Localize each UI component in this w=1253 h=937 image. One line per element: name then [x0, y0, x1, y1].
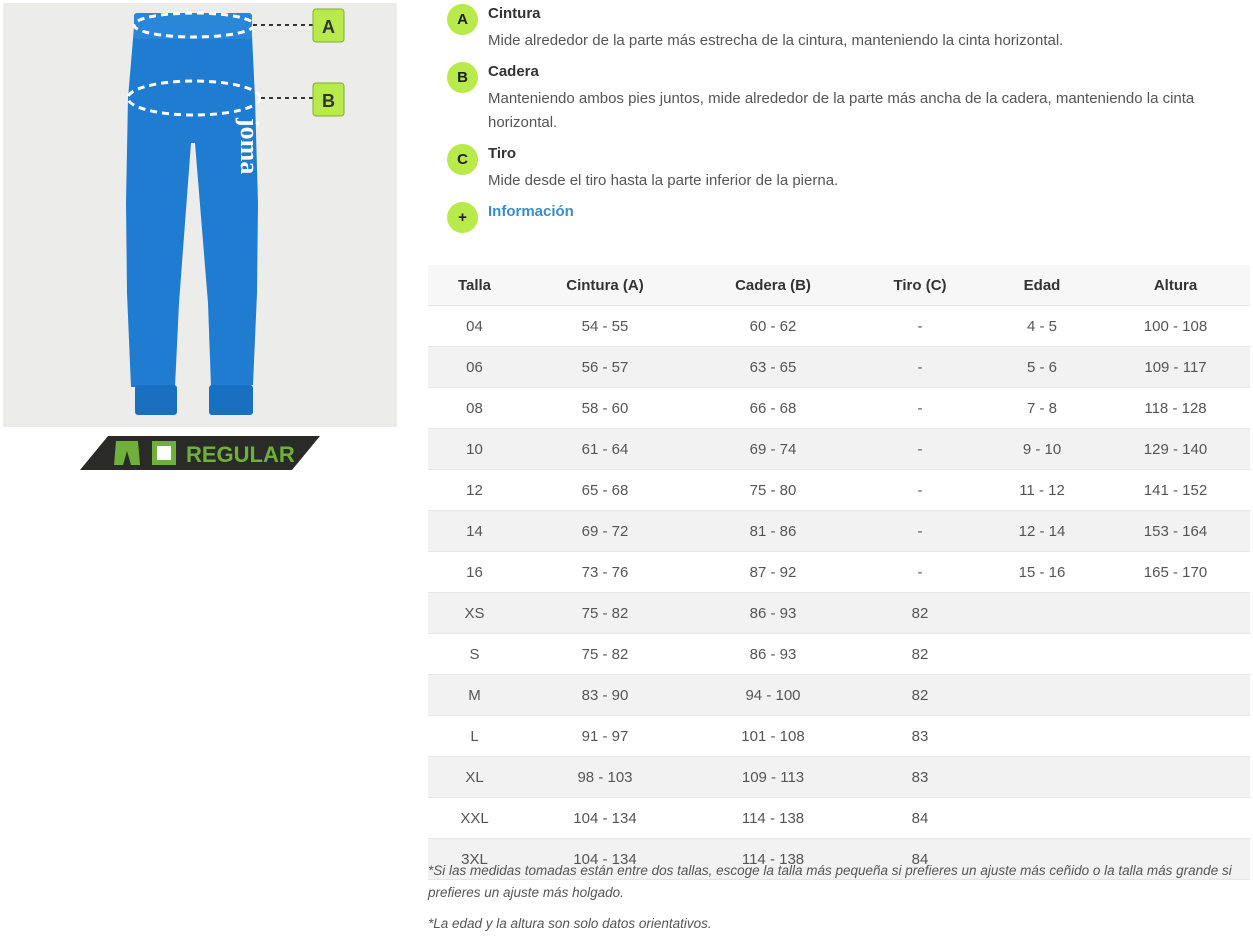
table-cell: 73 - 76 — [521, 552, 689, 593]
table-cell: 65 - 68 — [521, 470, 689, 511]
table-row — [428, 593, 1250, 634]
letter-badge-a: A — [447, 4, 478, 35]
table-cell: 12 — [428, 470, 521, 511]
size-table-container — [428, 265, 1250, 880]
table-cell: 56 - 57 — [521, 347, 689, 388]
table-cell: XL — [428, 757, 521, 798]
table-cell: 9 - 10 — [983, 429, 1101, 470]
column-header: Tiro (C) — [857, 265, 983, 306]
column-header: Talla — [428, 265, 521, 306]
table-cell: - — [857, 470, 983, 511]
table-cell: 91 - 97 — [521, 716, 689, 757]
table-cell: 87 - 92 — [689, 552, 857, 593]
table-cell — [1101, 634, 1250, 675]
table-cell: - — [857, 306, 983, 347]
table-cell — [1101, 593, 1250, 634]
guide-title: Tiro — [488, 145, 517, 162]
table-cell: 86 - 93 — [689, 593, 857, 634]
table-cell: 104 - 134 — [521, 839, 689, 880]
table-cell: 61 - 64 — [521, 429, 689, 470]
letter-badge-b: B — [447, 62, 478, 93]
table-cell: L — [428, 716, 521, 757]
marker-b — [313, 83, 344, 116]
table-cell: 118 - 128 — [1101, 388, 1250, 429]
guide-description: Mide desde el tiro hasta la parte inferior de la pierna. — [488, 172, 839, 189]
plus-icon[interactable]: + — [447, 202, 478, 233]
table-cell: 82 — [857, 675, 983, 716]
table-cell: 109 - 113 — [689, 757, 857, 798]
table-cell — [983, 716, 1101, 757]
table-cell — [983, 675, 1101, 716]
brand-logo: joma — [235, 118, 264, 175]
table-cell — [1101, 716, 1250, 757]
table-cell: 58 - 60 — [521, 388, 689, 429]
product-image — [3, 3, 397, 427]
table-cell: 129 - 140 — [1101, 429, 1250, 470]
table-cell: 12 - 14 — [983, 511, 1101, 552]
table-cell: 100 - 108 — [1101, 306, 1250, 347]
table-cell: 10 — [428, 429, 521, 470]
table-cell: 84 — [857, 798, 983, 839]
table-cell: 81 - 86 — [689, 511, 857, 552]
table-cell: 109 - 117 — [1101, 347, 1250, 388]
table-cell: 141 - 152 — [1101, 470, 1250, 511]
table-row — [428, 388, 1250, 429]
table-cell: 75 - 82 — [521, 593, 689, 634]
table-row — [428, 798, 1250, 839]
column-header: Cintura (A) — [521, 265, 689, 306]
table-cell: - — [857, 347, 983, 388]
table-cell: 75 - 82 — [521, 634, 689, 675]
table-cell: - — [857, 511, 983, 552]
guide-title: Cadera — [488, 63, 539, 80]
table-cell: 82 — [857, 634, 983, 675]
fit-label: REGULAR — [186, 442, 295, 467]
table-cell: 60 - 62 — [689, 306, 857, 347]
table-cell: 69 - 72 — [521, 511, 689, 552]
table-cell: 84 — [857, 839, 983, 880]
fit-badge — [80, 436, 320, 470]
pants-diagram — [3, 3, 397, 427]
table-cell: 5 - 6 — [983, 347, 1101, 388]
table-row — [428, 552, 1250, 593]
table-cell: 114 - 138 — [689, 839, 857, 880]
pants-shape — [126, 15, 258, 387]
table-row — [428, 511, 1250, 552]
table-cell: 11 - 12 — [983, 470, 1101, 511]
table-cell: 4 - 5 — [983, 306, 1101, 347]
svg-text:B: B — [322, 91, 335, 111]
svg-text:A: A — [322, 17, 335, 37]
table-cell: 75 - 80 — [689, 470, 857, 511]
table-cell — [983, 593, 1101, 634]
table-cell: 16 — [428, 552, 521, 593]
age-note: *La edad y la altura son solo datos orientativos. — [428, 916, 712, 931]
column-header: Altura — [1101, 265, 1250, 306]
table-cell: 83 — [857, 757, 983, 798]
table-row — [428, 429, 1250, 470]
table-cell: 69 - 74 — [689, 429, 857, 470]
table-cell: 3XL — [428, 839, 521, 880]
column-header: Cadera (B) — [689, 265, 857, 306]
table-cell: 63 - 65 — [689, 347, 857, 388]
table-cell: 94 - 100 — [689, 675, 857, 716]
table-cell — [983, 757, 1101, 798]
table-cell: 06 — [428, 347, 521, 388]
table-row — [428, 470, 1250, 511]
table-cell: 54 - 55 — [521, 306, 689, 347]
table-cell — [1101, 757, 1250, 798]
table-cell: - — [857, 552, 983, 593]
table-cell: 83 - 90 — [521, 675, 689, 716]
table-cell — [1101, 675, 1250, 716]
table-cell: 101 - 108 — [689, 716, 857, 757]
guide-description: Mide alrededor de la parte más estrecha de la cintura, manteniendo la cinta horizontal. — [488, 32, 1064, 49]
table-cell — [1101, 798, 1250, 839]
guide-title: Cintura — [488, 5, 541, 22]
guide-description: Manteniendo ambos pies juntos, mide alrededor de la parte más ancha de la cadera, manteniendo la cinta horizontal. — [488, 90, 1195, 131]
table-cell: 15 - 16 — [983, 552, 1101, 593]
size-table — [428, 265, 1250, 880]
table-row — [428, 675, 1250, 716]
table-cell: 08 — [428, 388, 521, 429]
table-cell: 114 - 138 — [689, 798, 857, 839]
table-cell: 04 — [428, 306, 521, 347]
column-header: Edad — [983, 265, 1101, 306]
table-cell: 86 - 93 — [689, 634, 857, 675]
table-cell: XS — [428, 593, 521, 634]
table-row — [428, 757, 1250, 798]
table-cell: XXL — [428, 798, 521, 839]
table-cell: 104 - 134 — [521, 798, 689, 839]
table-cell — [983, 798, 1101, 839]
letter-badge-c: C — [447, 144, 478, 175]
table-cell: M — [428, 675, 521, 716]
table-cell: 14 — [428, 511, 521, 552]
table-cell: - — [857, 429, 983, 470]
info-link-label[interactable]: Información — [488, 203, 574, 220]
table-cell — [983, 634, 1101, 675]
table-cell: S — [428, 634, 521, 675]
table-cell: 165 - 170 — [1101, 552, 1250, 593]
table-cell: - — [857, 388, 983, 429]
table-header-row — [428, 265, 1250, 306]
table-cell: 153 - 164 — [1101, 511, 1250, 552]
square-icon — [152, 441, 176, 465]
table-row — [428, 306, 1250, 347]
table-cell: 7 - 8 — [983, 388, 1101, 429]
table-cell: 98 - 103 — [521, 757, 689, 798]
marker-a — [313, 9, 344, 42]
fit-note: *Si las medidas tomadas están entre dos tallas, escoge la talla más pequeña si prefieres un ajuste más ceñido o la talla más grande si prefieres un ajuste más holgado. — [428, 863, 1232, 900]
table-cell: 66 - 68 — [689, 388, 857, 429]
table-row — [428, 716, 1250, 757]
table-row — [428, 634, 1250, 675]
table-cell: 83 — [857, 716, 983, 757]
table-cell: 82 — [857, 593, 983, 634]
table-row — [428, 347, 1250, 388]
